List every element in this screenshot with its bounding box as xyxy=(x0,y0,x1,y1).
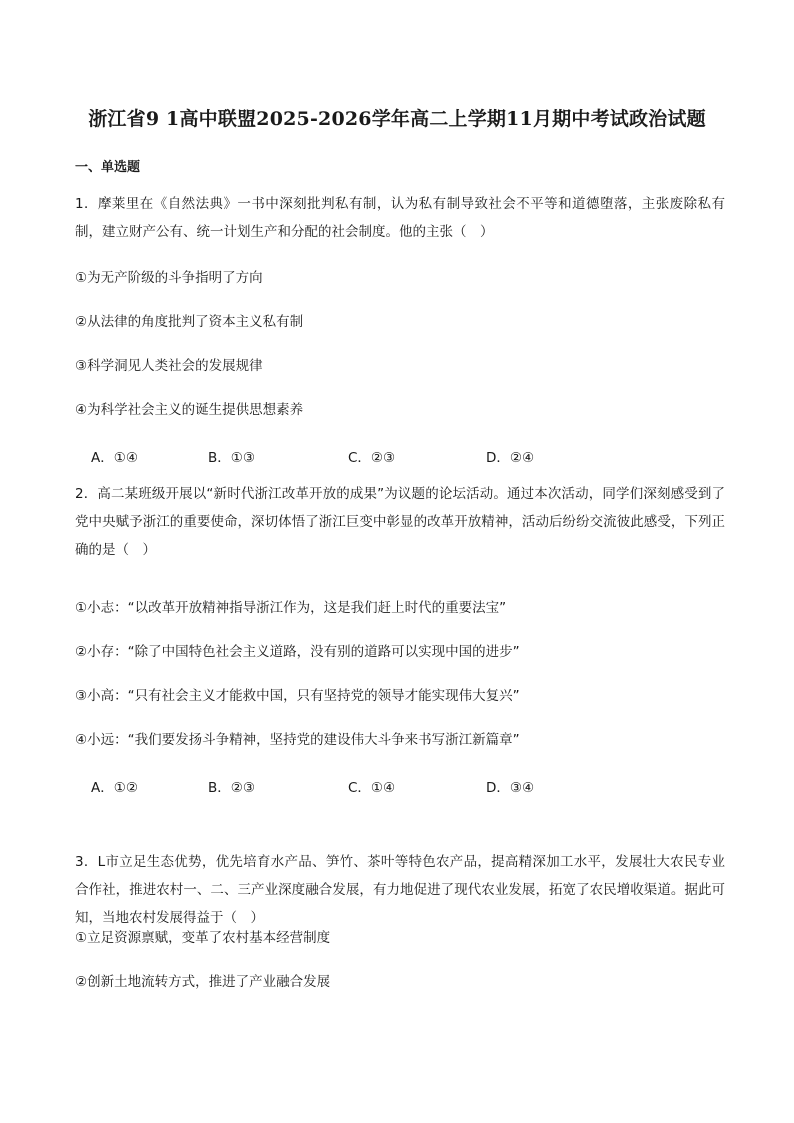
question-2 xyxy=(75,480,725,800)
question-2-statement-1: ①小志：“以改革开放精神指导浙江作为，这是我们赶上时代的重要法宝” xyxy=(75,600,507,616)
section-heading: 一、单选题 xyxy=(75,160,141,175)
question-2-stem: 2．高二某班级开展以“新时代浙江改革开放的成果”为议题的论坛活动。通过本次活动，同学们深刻感受到了党中央赋予浙江的重要使命，深切体悟了浙江巨变中彰显的改革开放精神，活动后纷纷交流彼此感受，下列正确的是（ ） xyxy=(75,486,725,558)
document-title: 浙江省9 1高中联盟2025-2026学年高二上学期11月期中考试政治试题 xyxy=(88,108,706,130)
question-1-statement-2: ②从法律的角度批判了资本主义私有制 xyxy=(75,314,304,330)
question-3-statement-2: ②创新土地流转方式，推进了产业融合发展 xyxy=(75,974,331,990)
question-2-choice-c[interactable]: C．①④ xyxy=(348,780,396,796)
question-1-choice-c[interactable]: C．②③ xyxy=(348,450,396,466)
question-2-statement-2: ②小存：“除了中国特色社会主义道路，没有别的道路可以实现中国的进步” xyxy=(75,644,520,660)
question-2-choice-b[interactable]: B．②③ xyxy=(208,780,255,796)
question-3-statement-1: ①立足资源禀赋，变革了农村基本经营制度 xyxy=(75,930,331,946)
question-1-choice-a[interactable]: A．①④ xyxy=(91,450,138,466)
question-1-statement-3: ③科学洞见人类社会的发展规律 xyxy=(75,358,263,374)
question-3-stem: 3．L市立足生态优势，优先培育水产品、笋竹、茶叶等特色农产品，提高精深加工水平，发展壮大农民专业合作社，推进农村一、二、三产业深度融合发展，有力地促进了现代农业发展，拓宽了农民增收渠道。据此可知，当地农村发展得益于（ ） xyxy=(75,854,725,926)
question-1-statement-4: ④为科学社会主义的诞生提供思想素养 xyxy=(75,402,304,418)
question-1-choice-d[interactable]: D．②④ xyxy=(486,450,535,466)
question-2-choice-a[interactable]: A．①② xyxy=(91,780,138,796)
question-2-statement-4: ④小远：“我们要发扬斗争精神，坚持党的建设伟大斗争来书写浙江新篇章” xyxy=(75,732,520,748)
question-1-stem: 1．摩莱里在《自然法典》一书中深刻批判私有制，认为私有制导致社会不平等和道德堕落，主张废除私有制，建立财产公有、统一计划生产和分配的社会制度。他的主张（ ） xyxy=(75,196,725,240)
question-2-statement-3: ③小高：“只有社会主义才能救中国，只有坚持党的领导才能实现伟大复兴” xyxy=(75,688,520,704)
question-2-choices xyxy=(91,776,691,796)
question-3 xyxy=(75,848,725,1008)
question-1-choice-b[interactable]: B．①③ xyxy=(208,450,255,466)
question-1 xyxy=(75,190,725,480)
question-1-statement-1: ①为无产阶级的斗争指明了方向 xyxy=(75,270,263,286)
question-1-choices xyxy=(91,446,691,466)
question-2-choice-d[interactable]: D．③④ xyxy=(486,780,535,796)
